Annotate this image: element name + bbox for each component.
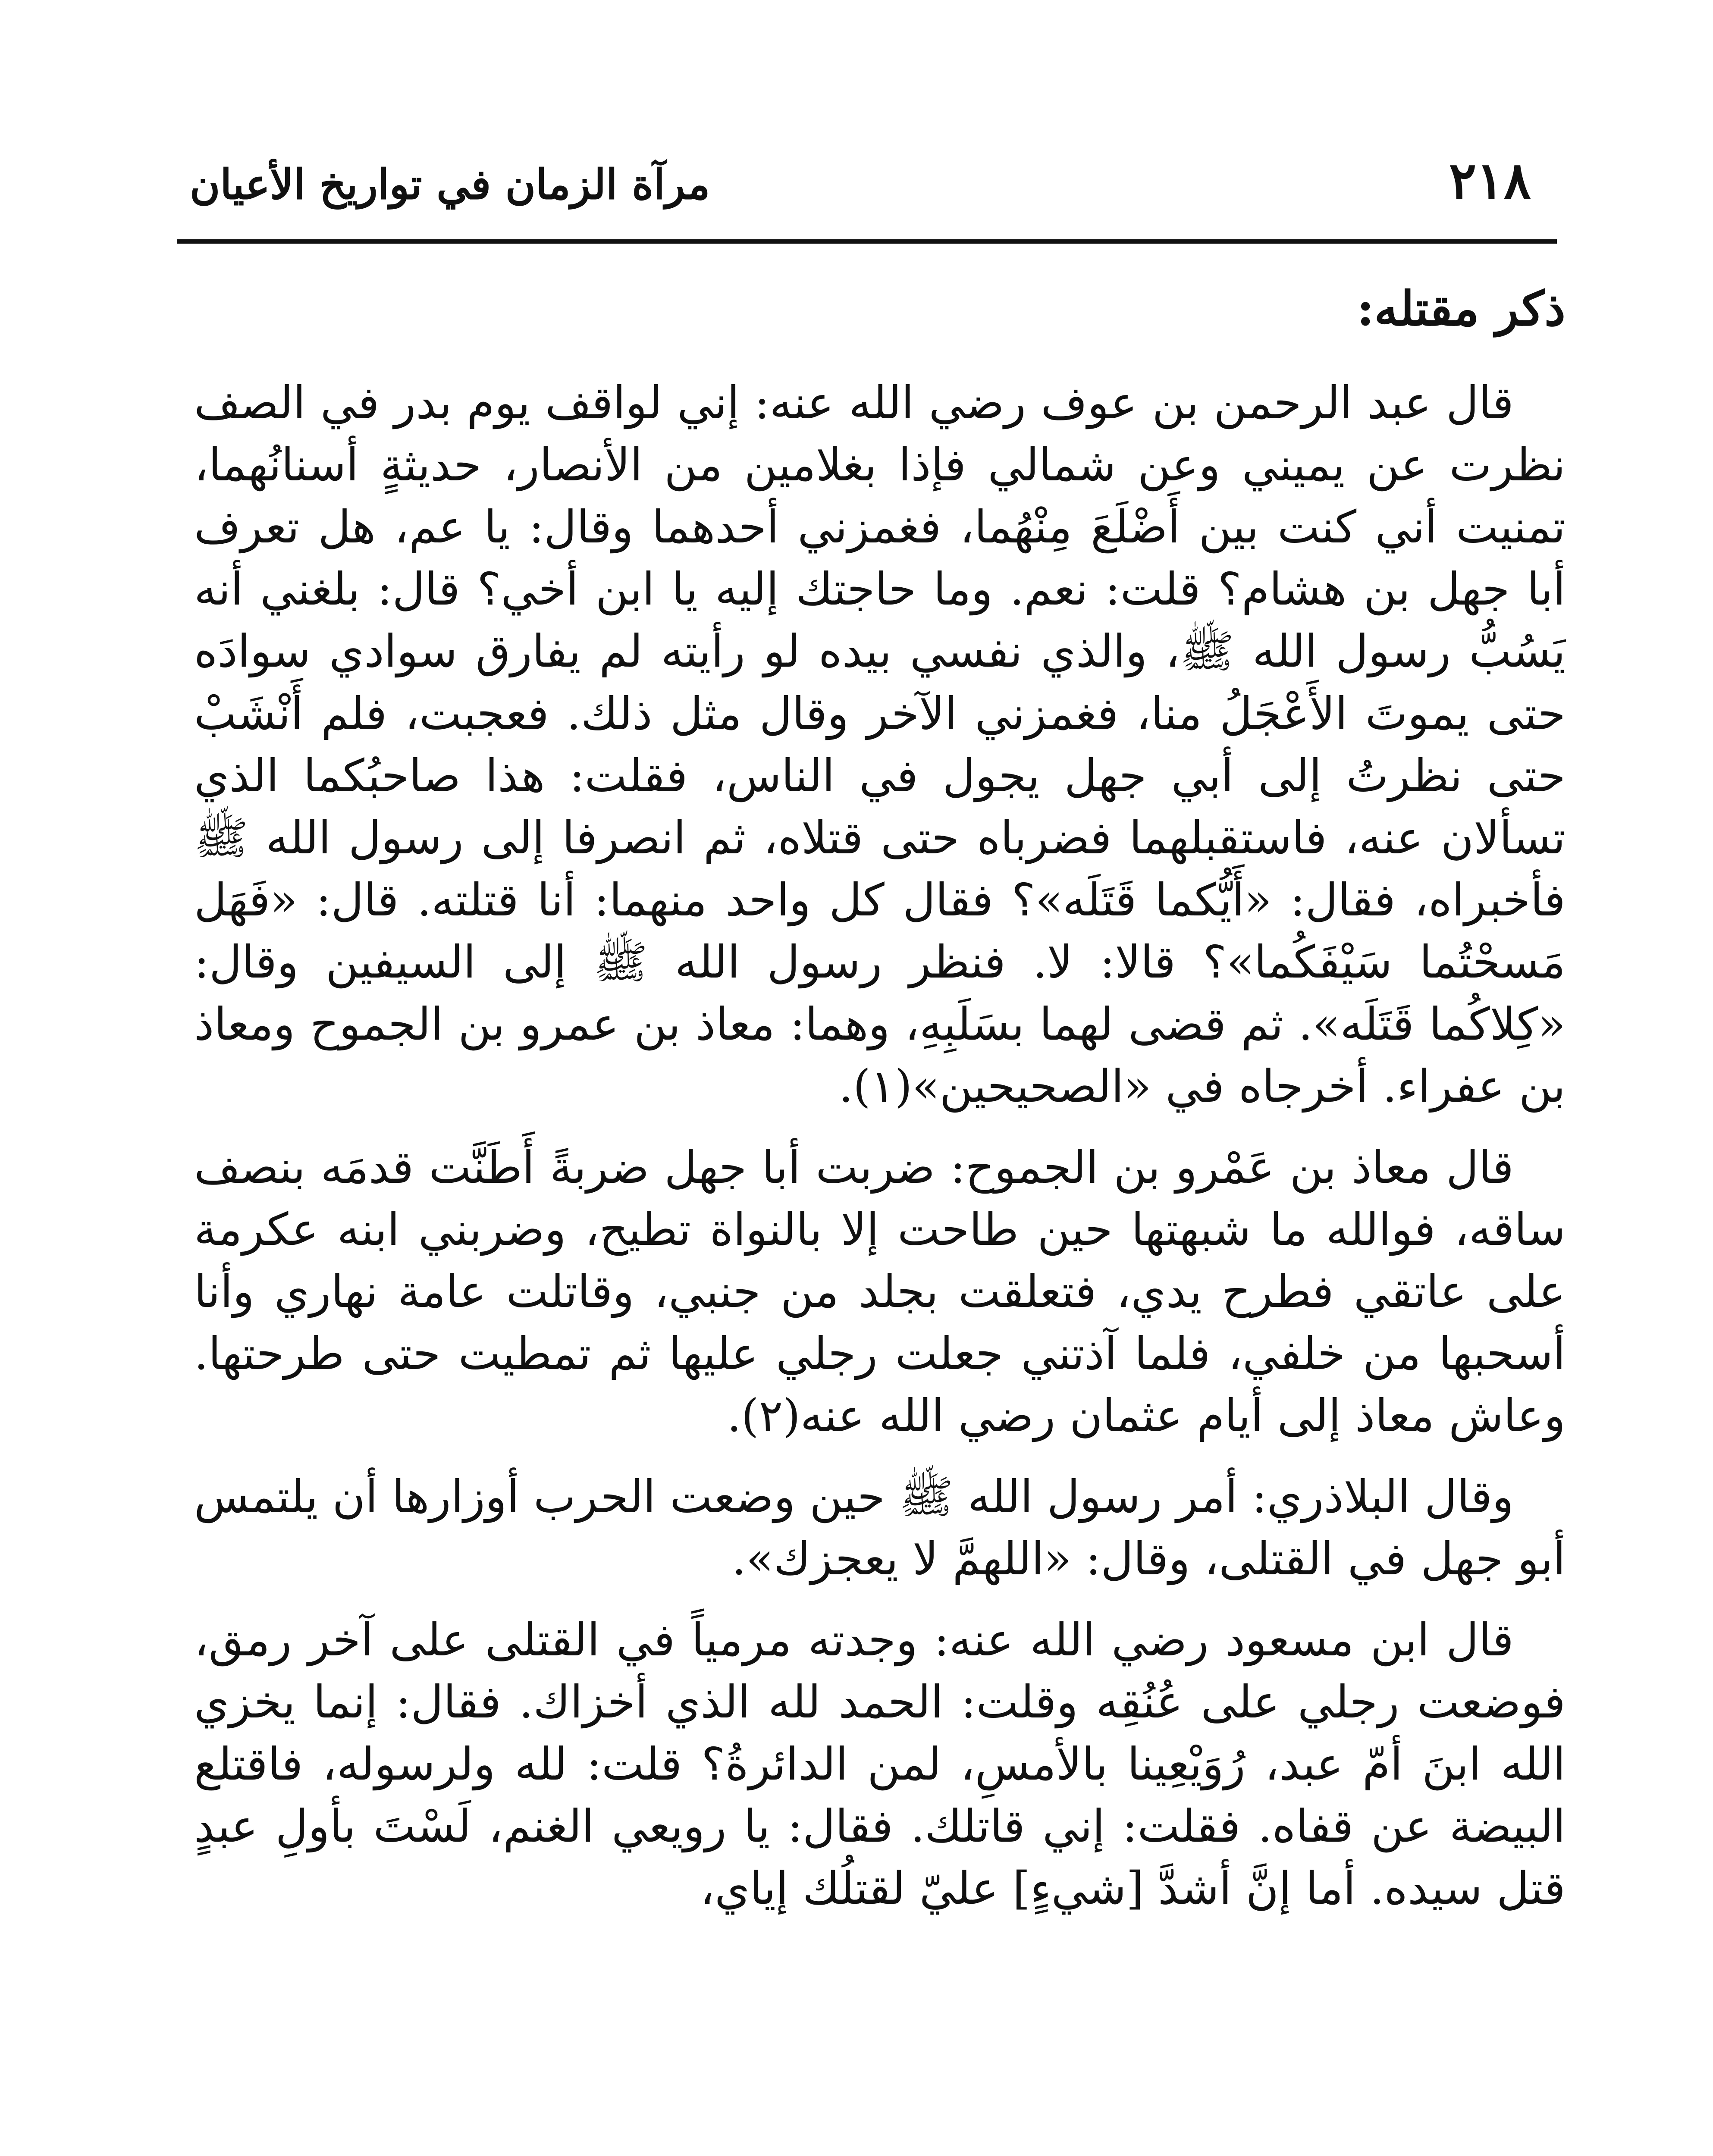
section-heading: ذكر مقتله: xyxy=(1356,281,1566,336)
main-text xyxy=(194,276,1566,1938)
running-title: مرآة الزمان في تواريخ الأعيان xyxy=(190,160,710,209)
paragraph-abdulrahman: قال عبد الرحمن بن عوف رضي الله عنه: إني لواقف يوم بدر في الصف نظرت عن يميني وعن شمالي فإذا بغلامين من الأنصار، حديثةٍ أسنانُهما، تمنيت أني كنت بين أَضْلَعَ مِنْهُما، فغمزني أحدهما وقال: يا عم، هل تعرف أبا جهل بن هشام؟ قلت: نعم. وما حاجتك إليه يا ابن أخي؟ قال: بلغني أنه يَسُبُّ رسول الله ﷺ، والذي نفسي بيده لو رأيته لم يفارق سوادي سوادَه حتى يموتَ الأَعْجَلُ منا، فغمزني الآخر وقال مثل ذلك. فعجبت، فلم أَنْشَبْ حتى نظرتُ إلى أبي جهل يجول في الناس، فقلت: هذا صاحبُكما الذي تسألان عنه، فاستقبلهما فضرباه حتى قتلاه، ثم انصرفا إلى رسول الله ﷺ فأخبراه، فقال: «أَيُّكما قَتَلَه»؟ فقال كل واحد منهما: أنا قتلته. قال: «فَهَل مَسحْتُما سَيْفَكُما»؟ قالا: لا. فنظر رسول الله ﷺ إلى السيفين وقال: «كِلاكُما قَتَلَه». ثم قضى لهما بسَلَبِهِ، وهما: معاذ بن عمرو بن الجموح ومعاذ بن عفراء. أخرجاه في «الصحيحين»(١). xyxy=(194,376,1566,1112)
page-header xyxy=(177,147,1557,233)
page-number: ٢١٨ xyxy=(1449,150,1531,210)
paragraph-baladhuri: وقال البلاذري: أمر رسول الله ﷺ حين وضعت الحرب أوزارها أن يلتمس أبو جهل في القتلى، وقال: «اللهمَّ لا يعجزك». xyxy=(194,1470,1566,1585)
paragraph-muadh: قال معاذ بن عَمْرو بن الجموح: ضربت أبا جهل ضربةً أَطَنَّت قدمَه بنصف ساقه، فوالله ما شبهتها حين طاحت إلا بالنواة تطيح، وضربني ابنه عكرمة على عاتقي فطرح يدي، فتعلقت بجلد من جنبي، وقاتلت عامة نهاري وأنا أسحبها من خلفي، فلما آذتني جعلت رجلي عليها ثم تمطيت حتى طرحتها. وعاش معاذ إلى أيام عثمان رضي الله عنه(٢). xyxy=(194,1141,1566,1442)
paragraph-ibn-masud: قال ابن مسعود رضي الله عنه: وجدته مرمياً في القتلى على آخر رمق، فوضعت رجلي على عُنُقِه وقلت: الحمد لله الذي أخزاك. فقال: إنما يخزي الله ابنَ أمّ عبد، رُوَيْعِينا بالأمسِ، لمن الدائرةُ؟ قلت: لله ولرسوله، فاقتلع البيضة عن قفاه. فقلت: إني قاتلك. فقال: يا رويعي الغنم، لَسْتَ بأولِ عبدٍ قتل سيده. أما إنَّ أشدَّ [شيءٍ] عليّ لقتلُك إياي، xyxy=(194,1613,1566,1915)
header-divider xyxy=(177,239,1557,244)
